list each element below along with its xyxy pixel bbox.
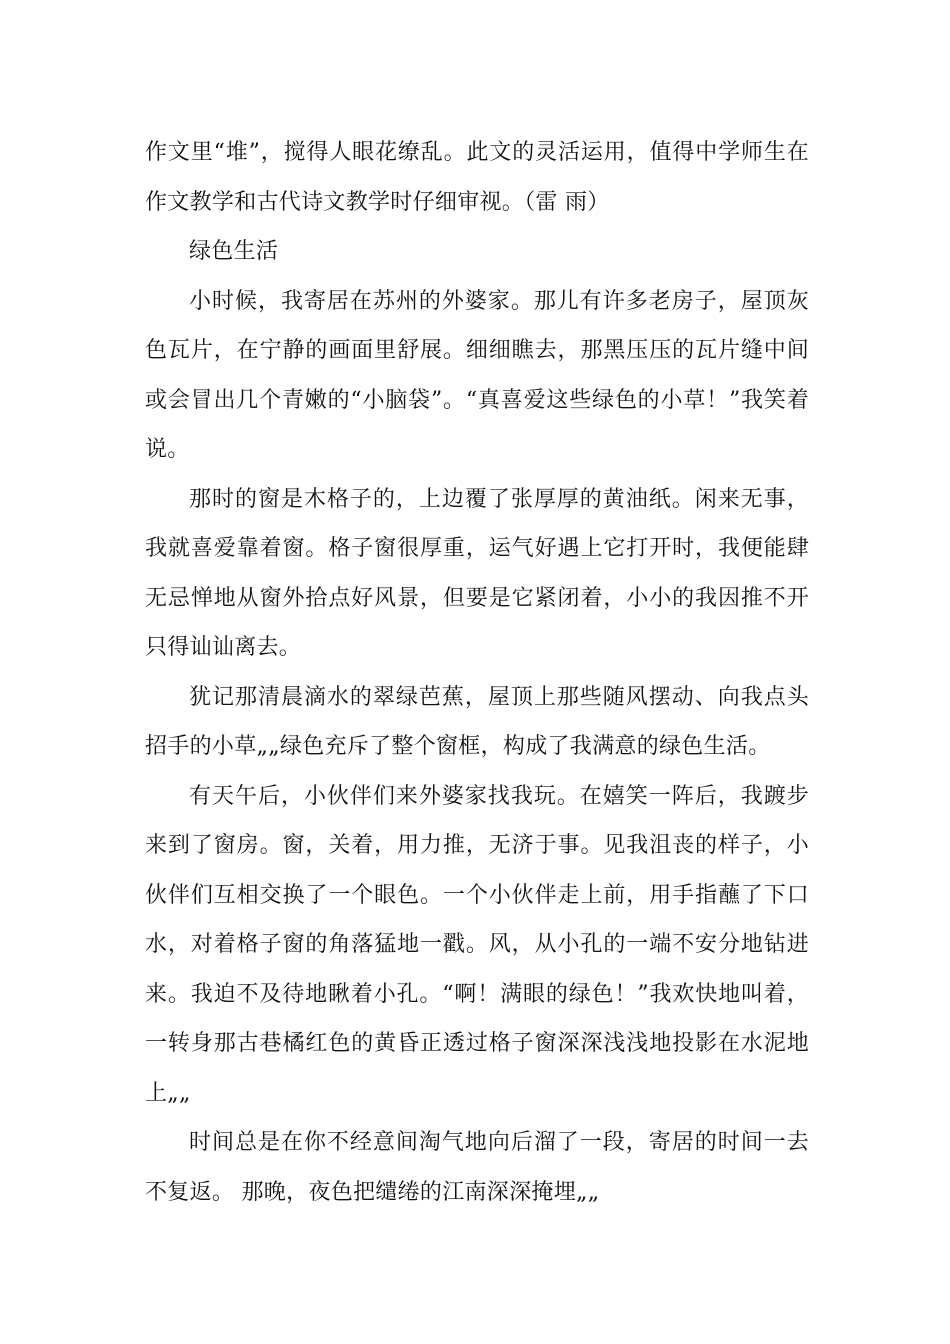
paragraph: 犹记那清晨滴水的翠绿芭蕉，屋顶上那些随风摆动、向我点头招手的小草„„绿色充斥了整个窗框，构成了我满意的绿色生活。: [145, 684, 809, 759]
document-body: [145, 128, 809, 1217]
paragraph: 小时候，我寄居在苏州的外婆家。那儿有许多老房子，屋顶灰色瓦片，在宁静的画面里舒展。细细瞧去，那黑压压的瓦片缝中间或会冒出几个青嫩的“小脑袋”。“真喜爱这些绿色的小草！”我笑着说。: [145, 288, 809, 462]
essay-title: 绿色生活: [189, 239, 279, 264]
paragraph-commentary: 作文里“堆”，搅得人眼花缭乱。此文的灵活运用，值得中学师生在作文教学和古代诗文教学时仔细审视。（雷 雨）: [145, 140, 809, 215]
paragraph: 有天午后，小伙伴们来外婆家找我玩。在嬉笑一阵后，我踱步来到了窗房。窗，关着，用力推，无济于事。见我沮丧的样子，小伙伴们互相交换了一个眼色。一个小伙伴走上前，用手指蘸了下口水，对着格子窗的角落猛地一戳。风，从小孔的一端不安分地钻进来。我迫不及待地瞅着小孔。“啊！满眼的绿色！”我欢快地叫着，一转身那古巷橘红色的黄昏正透过格子窗深深浅浅地投影在水泥地上„„: [145, 783, 809, 1106]
paragraph: 时间总是在你不经意间淘气地向后溜了一段，寄居的时间一去不复返。 那晚，夜色把缱绻的江南深深掩埋„„: [145, 1130, 809, 1205]
paragraph: 那时的窗是木格子的，上边覆了张厚厚的黄油纸。闲来无事，我就喜爱靠着窗。格子窗很厚重，运气好遇上它打开时，我便能肆无忌惮地从窗外拾点好风景，但要是它紧闭着，小小的我因推不开只得讪讪离去。: [145, 486, 809, 660]
